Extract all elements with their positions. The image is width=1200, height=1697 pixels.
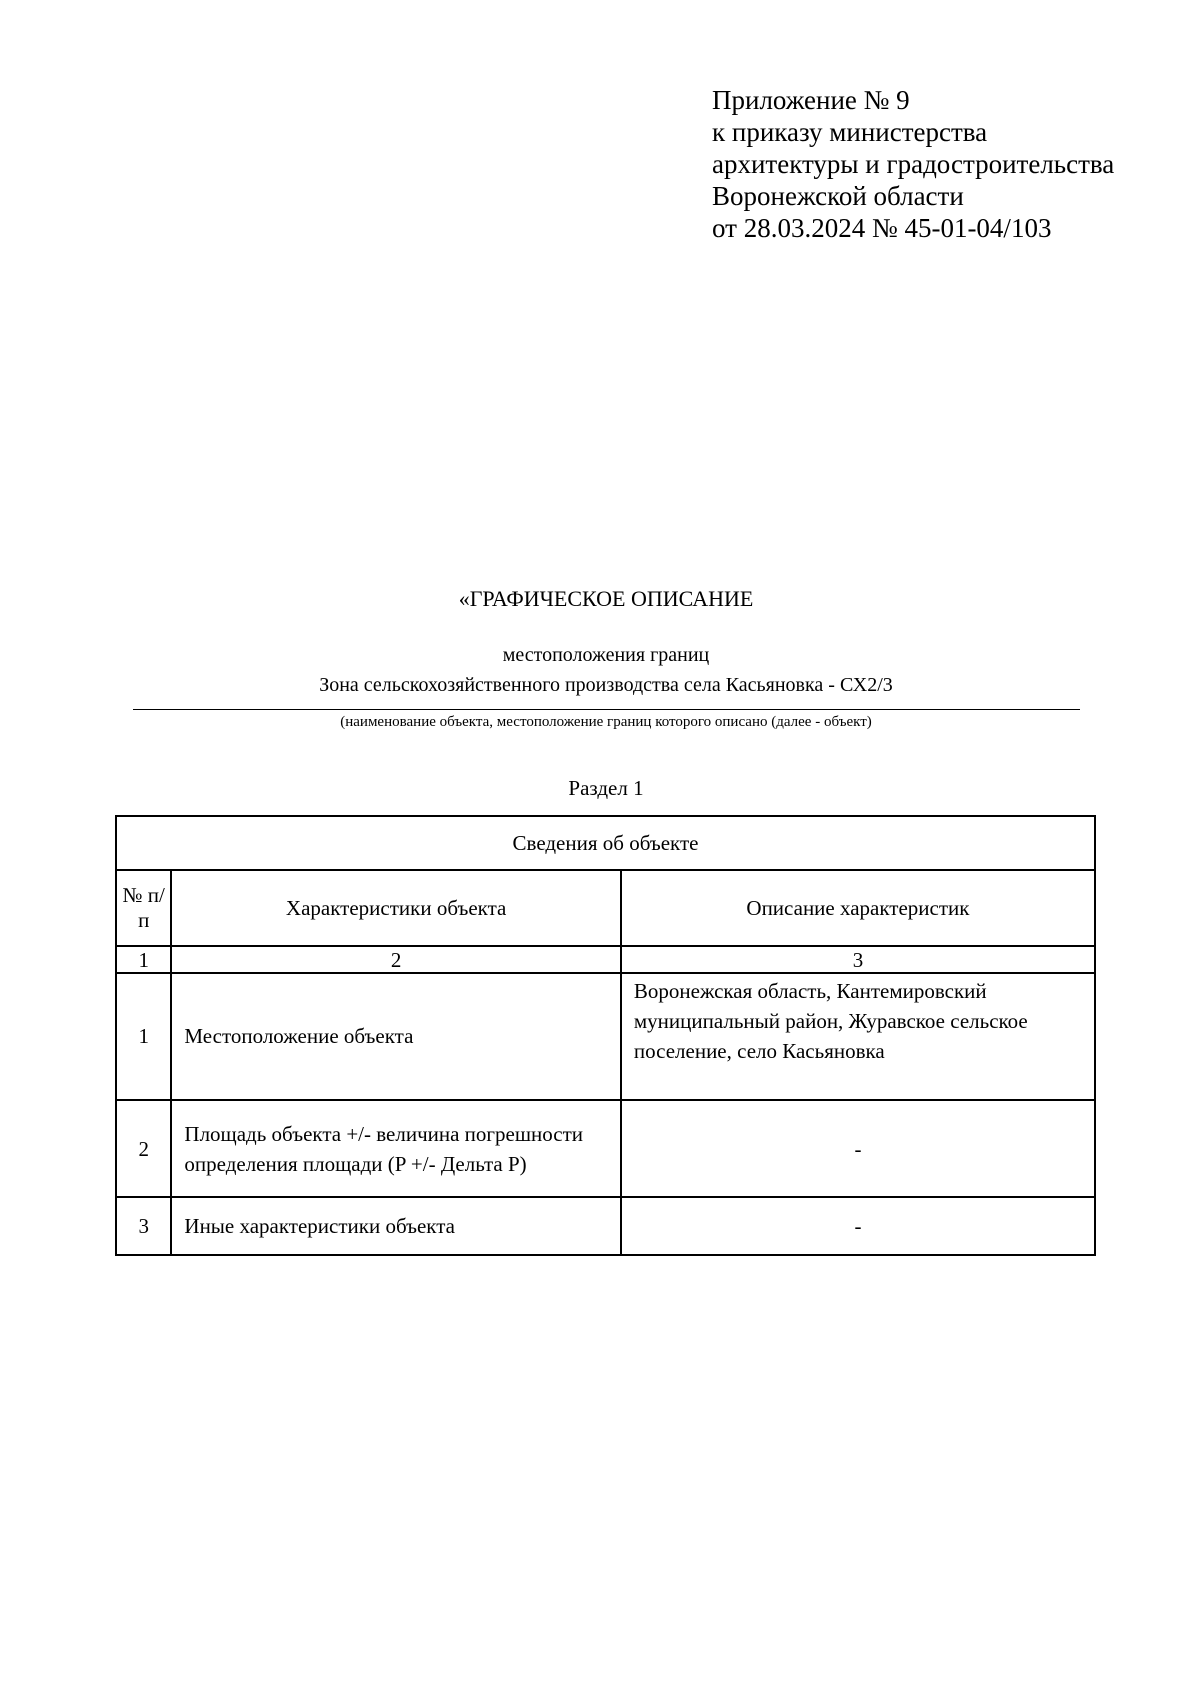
object-caption: (наименование объекта, местоположение границ которого описано (далее - объект) (340, 714, 872, 730)
table-row (116, 1100, 1095, 1197)
column-header-num: № п/п (116, 870, 171, 946)
object-info-table (115, 815, 1096, 1256)
appendix-block (712, 84, 1114, 244)
row-characteristic: Площадь объекта +/- величина погрешности определения площади (P +/- Дельта P) (171, 1100, 620, 1197)
row-number: 2 (116, 1100, 171, 1197)
row-description: - (621, 1100, 1095, 1197)
table-heading: Сведения об объекте (116, 816, 1095, 870)
object-underline (133, 709, 1080, 710)
column-header-characteristic: Характеристики объекта (171, 870, 620, 946)
appendix-line: от 28.03.2024 № 45-01-04/103 (712, 213, 1052, 243)
section-label: Раздел 1 (568, 776, 644, 800)
row-number: 3 (116, 1197, 171, 1255)
appendix-line: к приказу министерства (712, 117, 988, 147)
column-header-description: Описание характеристик (621, 870, 1095, 946)
object-name: Зона сельскохозяйственного производства села Касьяновка - СХ2/3 (319, 674, 893, 696)
appendix-line: Воронежской области (712, 181, 964, 211)
document-title: «ГРАФИЧЕСКОЕ ОПИСАНИЕ (458, 586, 754, 611)
column-number: 2 (171, 946, 620, 973)
appendix-line: архитектуры и градостроительства (712, 149, 1115, 179)
table-heading-row (116, 816, 1095, 870)
row-description: - (621, 1197, 1095, 1255)
row-characteristic: Местоположение объекта (171, 973, 620, 1100)
table-column-numbers-row (116, 946, 1095, 973)
table-header-row (116, 870, 1095, 946)
object-subtitle-block (0, 640, 1200, 700)
column-number: 3 (621, 946, 1095, 973)
table-row (116, 1197, 1095, 1255)
appendix-line: Приложение № 9 (712, 85, 910, 115)
row-description: Воронежская область, Кантемировский муниципальный район, Журавское сельское поселение, село Касьяновка (621, 973, 1095, 1100)
row-number: 1 (116, 973, 171, 1100)
subtitle: местоположения границ (502, 644, 710, 666)
row-characteristic: Иные характеристики объекта (171, 1197, 620, 1255)
column-number: 1 (116, 946, 171, 973)
table-row (116, 973, 1095, 1100)
